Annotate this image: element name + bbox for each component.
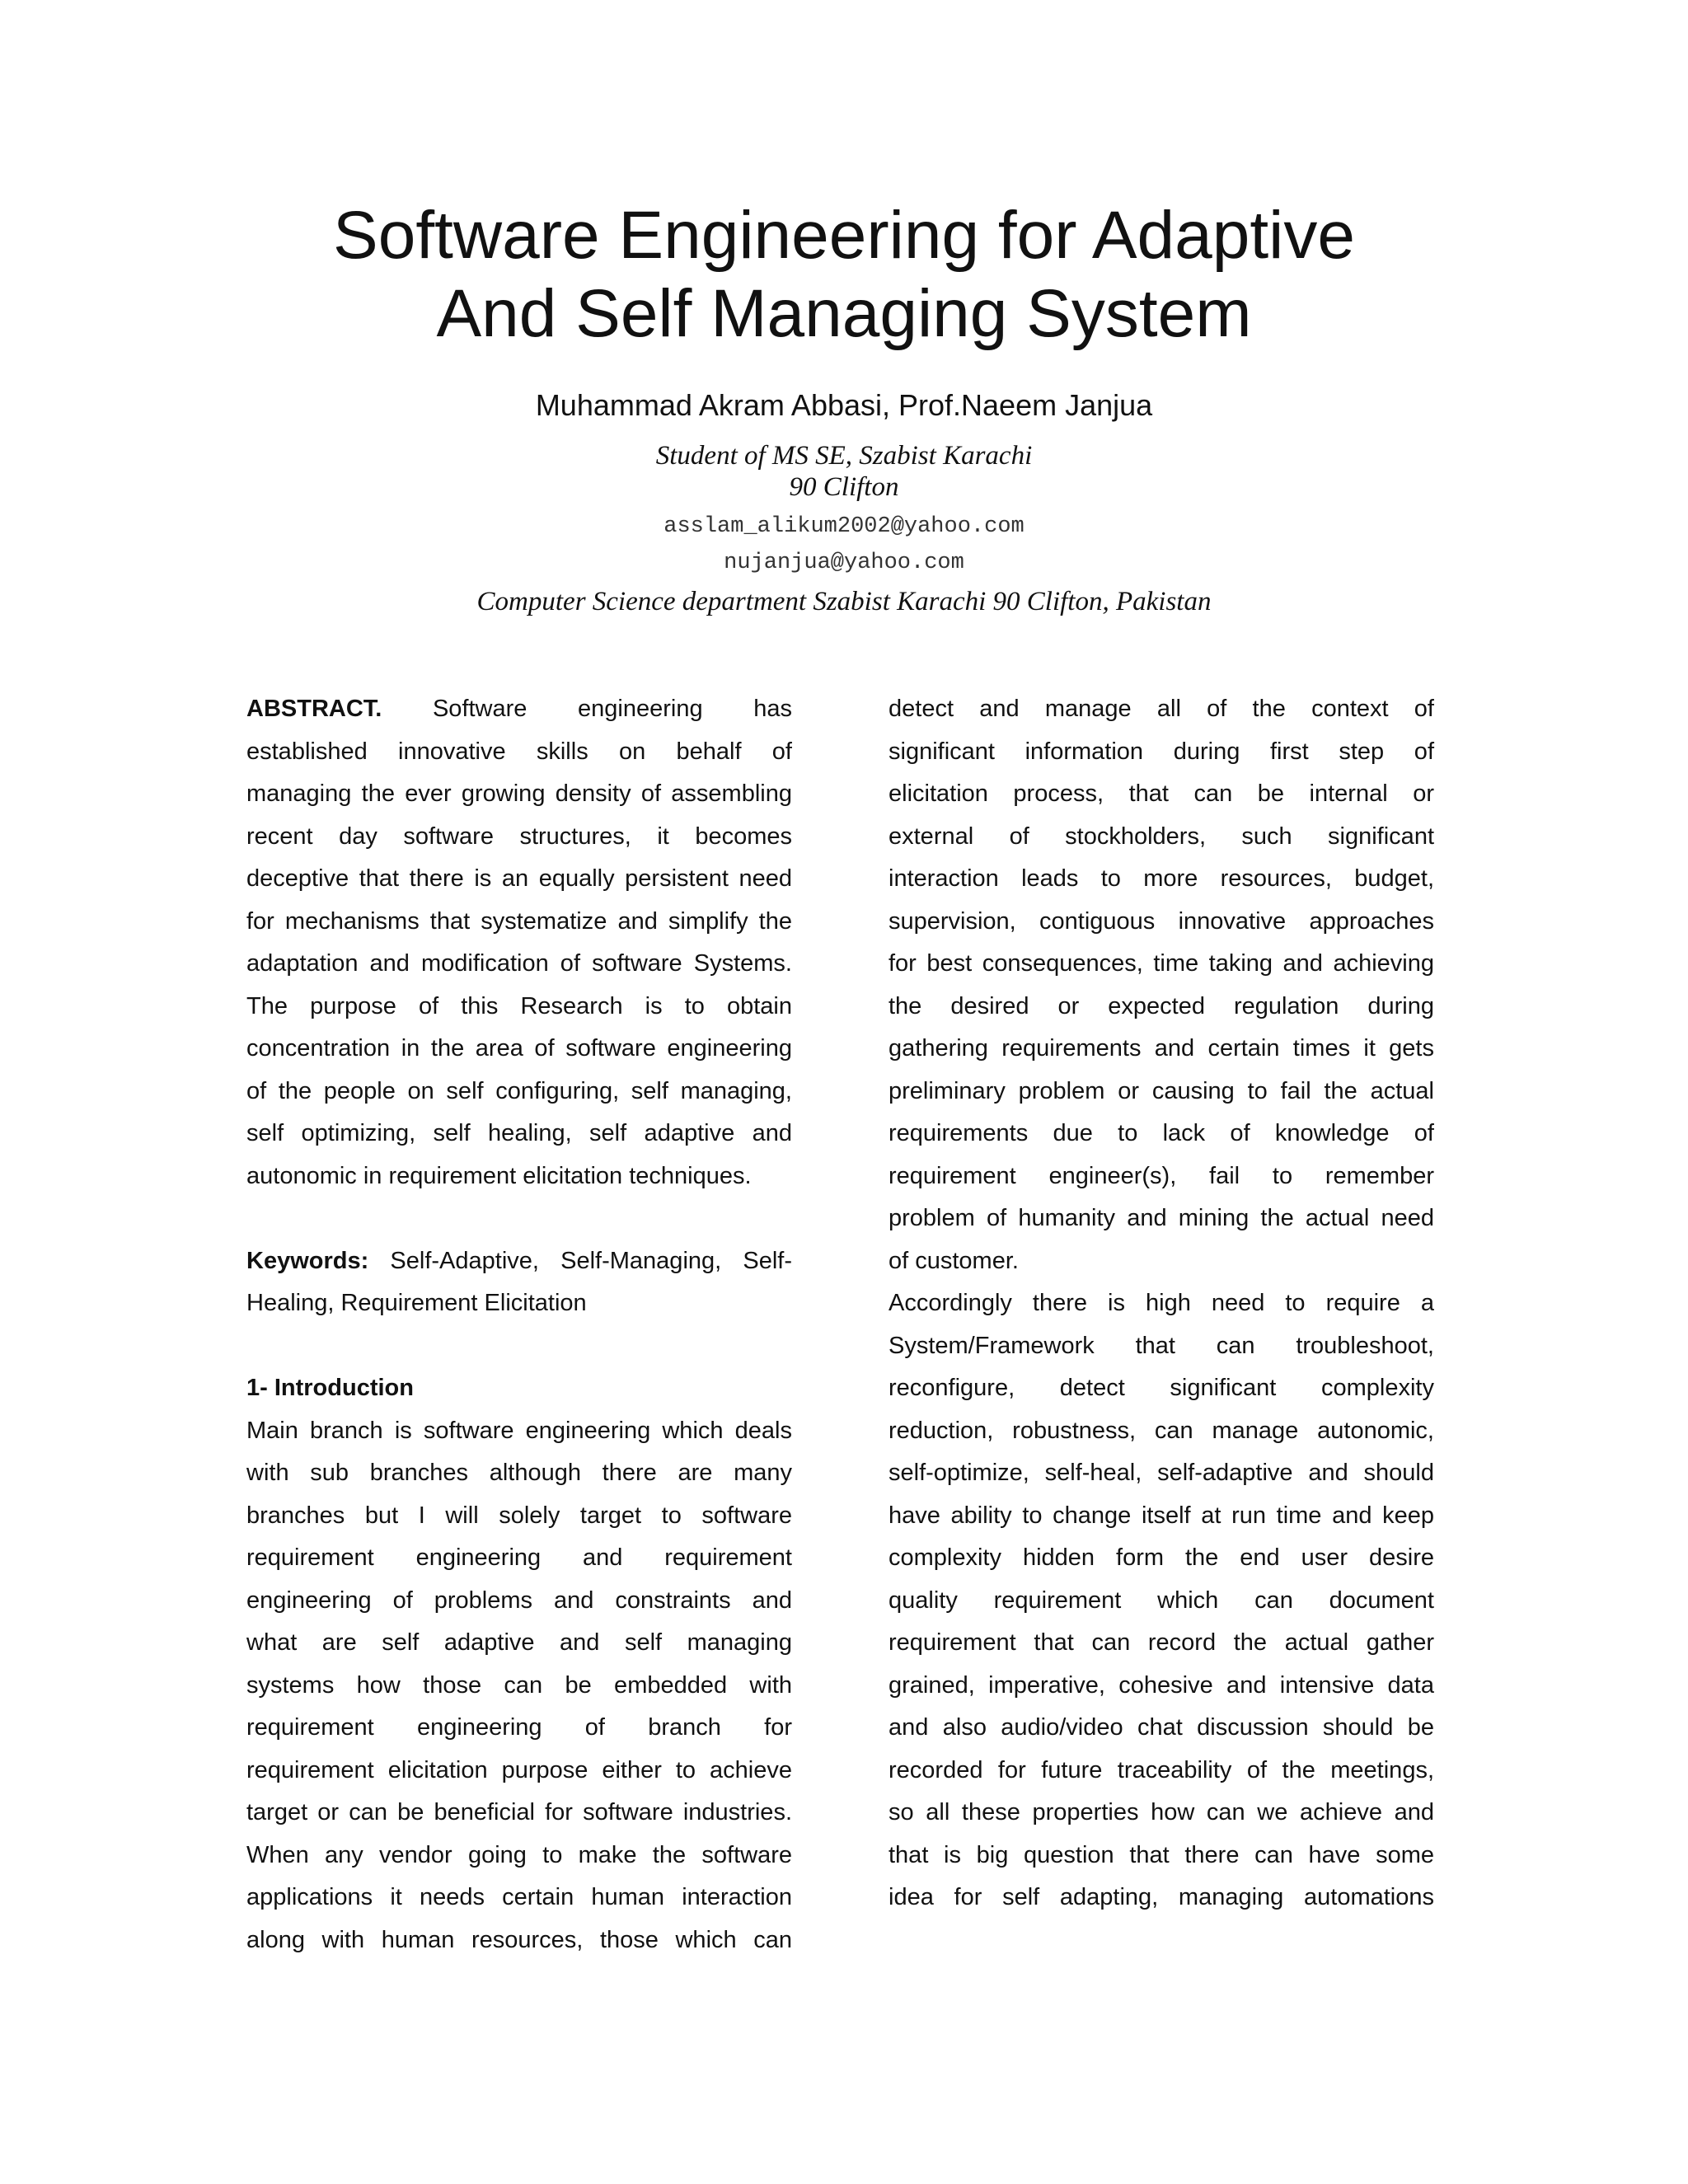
author-list: Muhammad Akram Abbasi, Prof.Naeem Janjua bbox=[535, 388, 1153, 422]
intro-line: with sub branches although there are many bbox=[246, 1460, 792, 1486]
affiliation-line-1: Student of MS SE, Szabist Karachi bbox=[655, 441, 1033, 471]
right-column bbox=[889, 688, 1434, 1919]
author-email-1: asslam_alikum2002@yahoo.com bbox=[663, 514, 1025, 539]
affiliation-line-2: 90 Clifton bbox=[789, 472, 899, 502]
intro-line: requirement engineering and requirement bbox=[246, 1544, 792, 1571]
abstract-section bbox=[246, 688, 792, 1197]
section-gap bbox=[246, 1325, 792, 1368]
keywords-line: Healing, Requirement Elicitation bbox=[246, 1290, 587, 1316]
intro-line: requirement elicitation purpose either to achieve bbox=[246, 1756, 792, 1783]
body-line: external of stockholders, such significant bbox=[889, 823, 1434, 850]
body-line: grained, imperative, cohesive and intensive data bbox=[889, 1671, 1434, 1699]
keywords-section bbox=[246, 1240, 792, 1325]
intro-line: what are self adaptive and self managing bbox=[246, 1629, 792, 1656]
body-line: for best consequences, time taking and achieving bbox=[889, 950, 1434, 977]
intro-line: target or can be beneficial for software industries. bbox=[246, 1799, 792, 1825]
body-line: the desired or expected regulation during bbox=[889, 992, 1434, 1019]
affiliation-line-3: Computer Science department Szabist Karachi 90 Clifton, Pakistan bbox=[476, 587, 1212, 616]
intro-line: Main branch is software engineering which deals bbox=[246, 1417, 792, 1444]
body-line: self-optimize, self-heal, self-adaptive and should bbox=[889, 1460, 1434, 1486]
abstract-line: established innovative skills on behalf of bbox=[246, 738, 792, 765]
body-line: recorded for future traceability of the meetings, bbox=[889, 1756, 1434, 1783]
body-line: significant information during first step of bbox=[889, 738, 1434, 765]
abstract-first-line bbox=[246, 688, 792, 731]
abstract-line: managing the ever growing density of assembling bbox=[246, 780, 792, 807]
abstract-heading: ABSTRACT. bbox=[246, 696, 382, 722]
body-line: of customer. bbox=[889, 1247, 1019, 1274]
body-line: Accordingly there is high need to require a bbox=[889, 1290, 1434, 1316]
body-line: so all these properties how can we achieve and bbox=[889, 1799, 1434, 1825]
keywords-first-line bbox=[246, 1240, 792, 1283]
intro-line: systems how those can be embedded with bbox=[246, 1671, 792, 1699]
abstract-line: for mechanisms that systematize and simplify the bbox=[246, 907, 792, 935]
intro-line: When any vendor going to make the software bbox=[246, 1841, 792, 1868]
abstract-line: deceptive that there is an equally persistent need bbox=[246, 865, 792, 892]
body-line: interaction leads to more resources, budget, bbox=[889, 865, 1434, 892]
intro-line: applications it needs certain human interaction bbox=[246, 1884, 792, 1910]
abstract-line: self optimizing, self healing, self adaptive and bbox=[246, 1120, 792, 1146]
body-line: complexity hidden form the end user desire bbox=[889, 1544, 1434, 1571]
intro-line: along with human resources, those which can bbox=[246, 1926, 792, 1953]
paragraph bbox=[889, 1282, 1434, 1919]
body-line: System/Framework that can troubleshoot, bbox=[889, 1332, 1434, 1359]
introduction-section bbox=[246, 1367, 792, 1961]
paper-title bbox=[0, 196, 1688, 353]
intro-line: engineering of problems and constraints and bbox=[246, 1586, 792, 1614]
section-gap bbox=[246, 1197, 792, 1240]
body-line: and also audio/video chat discussion should be bbox=[889, 1714, 1434, 1741]
body-line: detect and manage all of the context of bbox=[889, 696, 1434, 722]
title-line-2: And Self Managing System bbox=[436, 276, 1252, 351]
body-line: problem of humanity and mining the actual need bbox=[889, 1205, 1434, 1231]
body-line: reduction, robustness, can manage autonomic, bbox=[889, 1417, 1434, 1444]
abstract-line: of the people on self configuring, self managing, bbox=[246, 1077, 792, 1104]
body-line: gathering requirements and certain times it gets bbox=[889, 1035, 1434, 1062]
body-line: elicitation process, that can be internal or bbox=[889, 780, 1434, 807]
body-line: requirement engineer(s), fail to remember bbox=[889, 1162, 1434, 1189]
body-line: requirement that can record the actual gather bbox=[889, 1629, 1434, 1656]
left-column bbox=[246, 688, 792, 1961]
keywords-heading: Keywords: bbox=[246, 1247, 369, 1274]
abstract-line: The purpose of this Research is to obtain bbox=[246, 992, 792, 1019]
body-line: that is big question that there can have some bbox=[889, 1841, 1434, 1868]
keywords-line: Self-Adaptive, Self-Managing, Self- bbox=[368, 1247, 792, 1274]
abstract-line: adaptation and modification of software Systems. bbox=[246, 950, 792, 977]
body-line: reconfigure, detect significant complexity bbox=[889, 1375, 1434, 1401]
title-line-1: Software Engineering for Adaptive bbox=[333, 198, 1355, 273]
author-email-2: nujanjua@yahoo.com bbox=[724, 551, 964, 575]
paragraph bbox=[889, 688, 1434, 1282]
abstract-line: Software engineering has bbox=[382, 696, 792, 722]
section-heading-introduction: 1- Introduction bbox=[246, 1375, 414, 1401]
abstract-line: concentration in the area of software engineering bbox=[246, 1035, 792, 1062]
body-line: supervision, contiguous innovative approaches bbox=[889, 907, 1434, 935]
body-line: have ability to change itself at run time and keep bbox=[889, 1502, 1434, 1529]
body-line: idea for self adapting, managing automations bbox=[889, 1884, 1434, 1910]
abstract-line: recent day software structures, it becomes bbox=[246, 823, 792, 850]
abstract-line: autonomic in requirement elicitation techniques. bbox=[246, 1162, 752, 1189]
body-line: requirements due to lack of knowledge of bbox=[889, 1120, 1434, 1146]
body-line: quality requirement which can document bbox=[889, 1586, 1434, 1614]
intro-line: branches but I will solely target to software bbox=[246, 1502, 792, 1529]
body-line: preliminary problem or causing to fail the actual bbox=[889, 1077, 1434, 1104]
intro-line: requirement engineering of branch for bbox=[246, 1714, 792, 1741]
